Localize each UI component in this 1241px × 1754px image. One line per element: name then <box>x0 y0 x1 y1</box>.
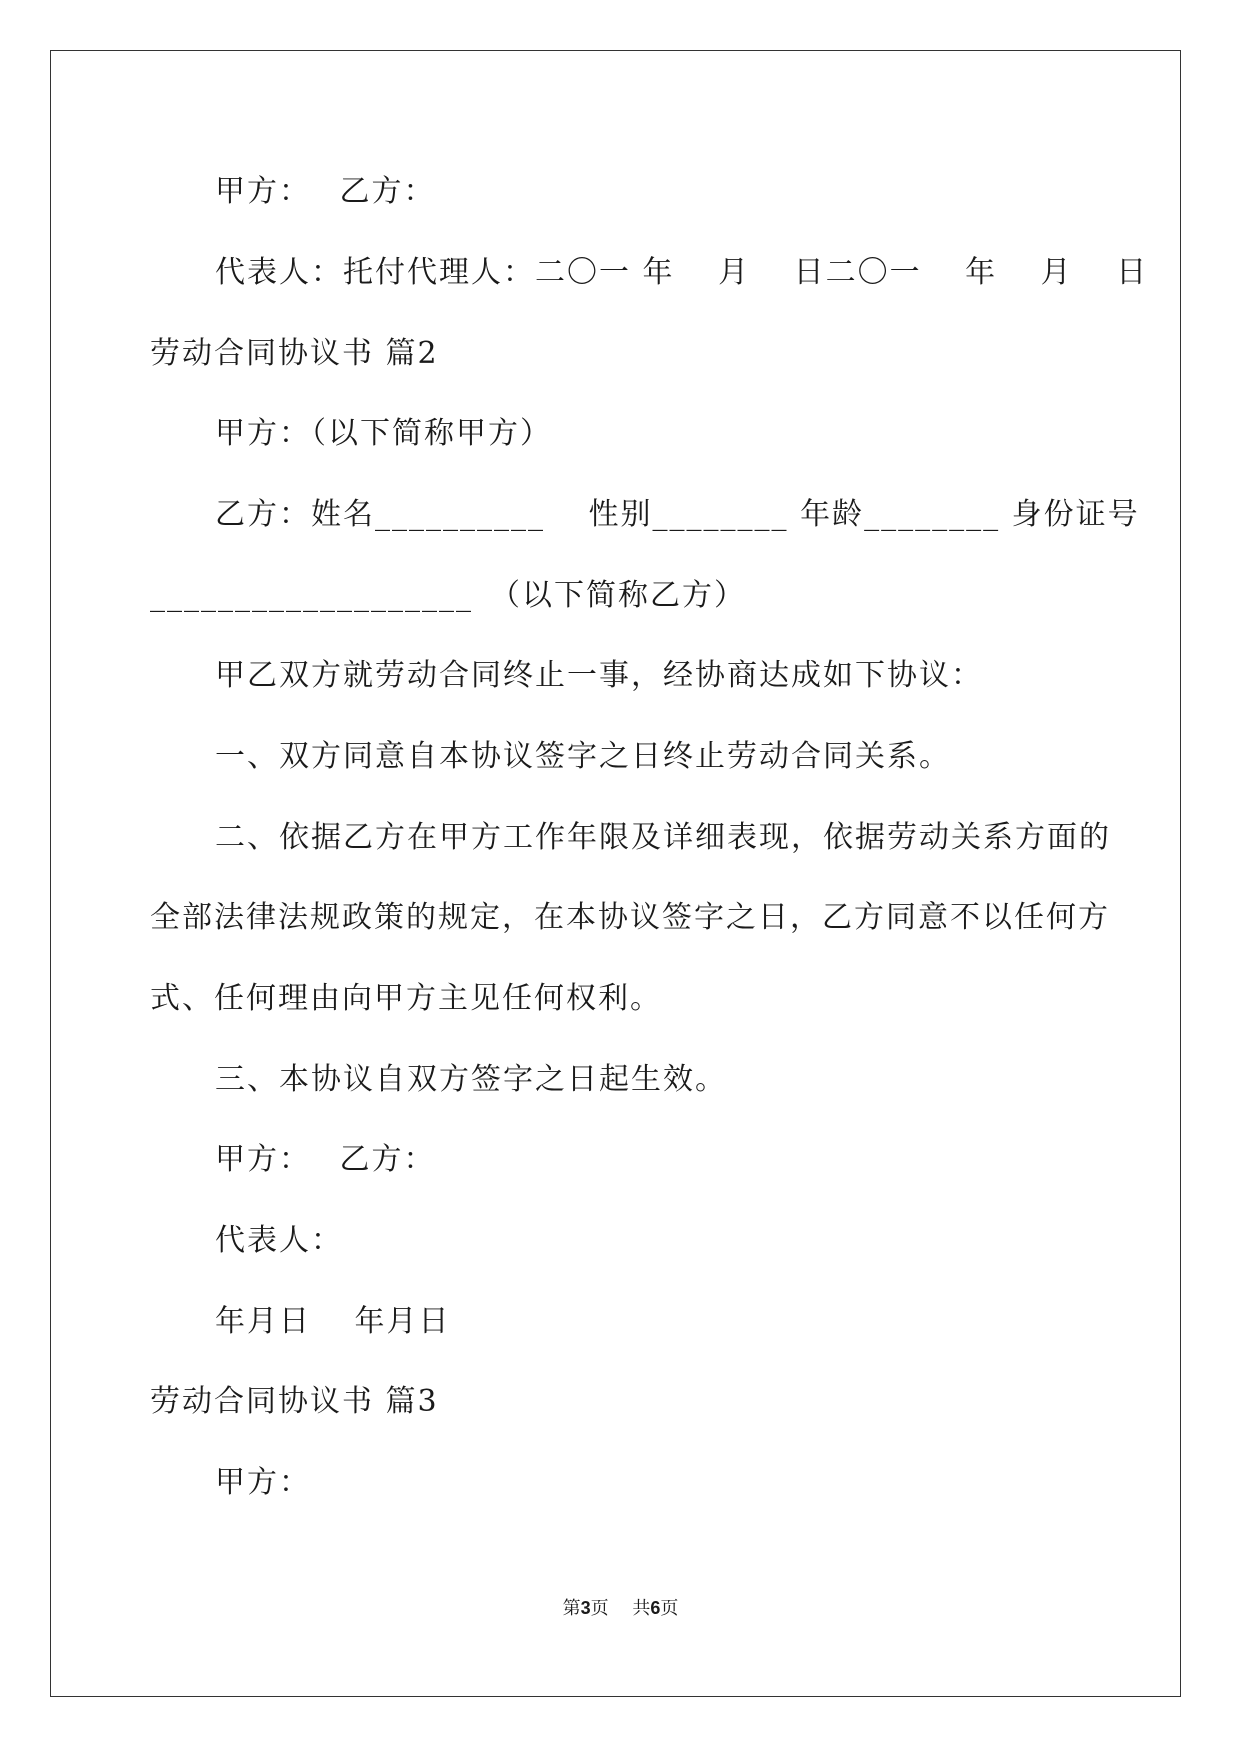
representative-line-1: 代表人：托付代理人：二〇一 年 月 日二〇一 年 月 日 <box>215 255 1149 290</box>
section-heading-3: 劳动合同协议书 篇3 <box>150 1384 439 1419</box>
clause-2-line-3: 式、任何理由向甲方主见任何权利。 <box>150 981 662 1016</box>
clause-2-line-2: 全部法律法规政策的规定，在本协议签字之日，乙方同意不以任何方 <box>150 900 1110 935</box>
party-line-1: 甲方： 乙方： <box>215 174 436 209</box>
agreement-intro: 甲乙双方就劳动合同终止一事，经协商达成如下协议： <box>215 658 983 693</box>
footer-total-pages: 6 <box>650 1598 661 1618</box>
clause-2-line-1: 二、依据乙方在甲方工作年限及详细表现，依据劳动关系方面的 <box>215 820 1111 855</box>
date-line: 年月日 年月日 <box>215 1304 451 1339</box>
party-a-line: 甲方：（以下简称甲方） <box>215 416 552 451</box>
page-border <box>50 50 1181 1697</box>
party-b-info-line: 乙方：姓名__________ 性别________ 年龄________ 身份证号 <box>215 497 1140 532</box>
representative-line-2: 代表人： <box>215 1223 343 1258</box>
footer-total-suffix: 页 <box>660 1598 679 1619</box>
party-a-line-3: 甲方： <box>215 1465 311 1500</box>
clause-1: 一、双方同意自本协议签字之日终止劳动合同关系。 <box>215 739 951 774</box>
clause-3: 三、本协议自双方签字之日起生效。 <box>215 1062 727 1097</box>
page-footer <box>0 1595 1241 1622</box>
section-heading-2: 劳动合同协议书 篇2 <box>150 336 439 371</box>
party-b-id-line: ___________________ （以下简称乙方） <box>150 578 746 613</box>
footer-prefix: 第 <box>562 1598 581 1619</box>
footer-page-suffix: 页 共 <box>590 1598 651 1619</box>
party-line-2: 甲方： 乙方： <box>215 1142 436 1177</box>
footer-page-number: 3 <box>580 1598 591 1618</box>
